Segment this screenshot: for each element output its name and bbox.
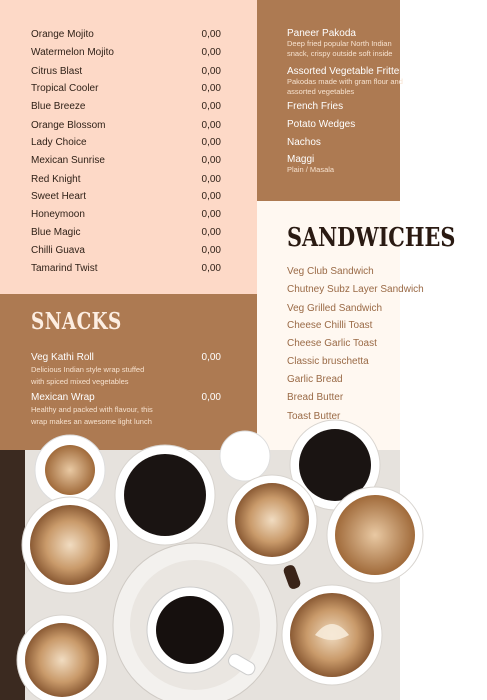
item-price: 0,00 — [201, 174, 221, 185]
menu-item — [287, 101, 487, 112]
menu-item — [287, 66, 487, 96]
sandwiches-menu-section — [257, 201, 456, 450]
item-description: Pakodas made with gram flour and — [287, 77, 403, 86]
item-description: wrap makes an awesome light lunch — [31, 416, 152, 426]
item-price: 0,00 — [201, 191, 221, 202]
item-price: 0,00 — [201, 83, 221, 94]
menu-item-row — [31, 120, 221, 131]
item-description: Plain / Masala — [287, 165, 335, 174]
menu-item: Bread Butter — [287, 392, 344, 403]
item-name: Citrus Blast — [31, 66, 83, 77]
menu-item: Veg Grilled Sandwich — [287, 303, 383, 314]
item-name: Veg Kathi Roll — [31, 352, 94, 363]
drinks-menu-section — [0, 0, 257, 294]
menu-item — [287, 28, 487, 58]
section-title: SANDWICHES — [287, 223, 456, 253]
menu-item: Veg Club Sandwich — [287, 266, 374, 277]
item-price: 0,00 — [201, 227, 221, 238]
menu-item — [287, 119, 487, 130]
item-name: Potato Wedges — [287, 119, 356, 130]
item-name: Nachos — [287, 137, 321, 148]
section-title: SNACKS — [31, 308, 122, 335]
menu-item-row — [31, 245, 221, 256]
menu-item-row — [31, 47, 221, 58]
item-price: 0,00 — [201, 47, 221, 58]
item-price: 0,00 — [201, 245, 221, 256]
menu-item-row — [31, 66, 221, 77]
menu-item: Cheese Garlic Toast — [287, 338, 377, 349]
item-name: Blue Breeze — [31, 101, 86, 112]
menu-item-row — [31, 137, 221, 148]
item-price: 0,00 — [201, 101, 221, 112]
menu-item-row — [31, 191, 221, 202]
item-name: French Fries — [287, 101, 344, 112]
snacks-menu-section — [0, 294, 257, 450]
menu-item-row — [31, 174, 221, 185]
item-name: Tropical Cooler — [31, 83, 99, 94]
menu-item-row — [31, 29, 221, 40]
menu-item: Classic bruschetta — [287, 356, 369, 367]
item-name: Watermelon Mojito — [31, 47, 114, 58]
menu-item — [287, 137, 487, 148]
item-name: Blue Magic — [31, 227, 81, 238]
menu-item-row — [31, 227, 221, 238]
item-price: 0,00 — [201, 137, 221, 148]
item-description: Deep fried popular North Indian — [287, 39, 392, 48]
item-name: Orange Mojito — [31, 29, 94, 40]
menu-item — [287, 154, 487, 175]
menu-item — [31, 392, 221, 426]
menu-item-row — [31, 263, 221, 274]
item-name: Tamarind Twist — [31, 263, 98, 274]
item-price: 0,00 — [201, 29, 221, 40]
item-name: Mexican Wrap — [31, 392, 95, 403]
item-name: Paneer Pakoda — [287, 28, 356, 39]
item-price: 0,00 — [201, 209, 221, 220]
menu-item — [31, 352, 221, 386]
item-description: Delicious Indian style wrap stuffed — [31, 365, 145, 374]
item-price: 0,00 — [201, 392, 221, 403]
item-price: 0,00 — [201, 352, 221, 363]
item-name: Mexican Sunrise — [31, 155, 105, 166]
menu-item: Chutney Subz Layer Sandwich — [287, 284, 424, 295]
item-name: Orange Blossom — [31, 120, 106, 131]
menu-item-row — [31, 83, 221, 94]
item-name: Sweet Heart — [31, 191, 87, 202]
item-description: snack, crispy outside soft inside — [287, 48, 393, 58]
item-description: assorted vegetables — [287, 86, 355, 96]
menu-item-row — [31, 101, 221, 112]
menu-item-row — [31, 209, 221, 220]
item-name: Maggi — [287, 154, 315, 165]
item-name: Lady Choice — [31, 137, 87, 148]
item-price: 0,00 — [201, 263, 221, 274]
item-name: Assorted Vegetable Fritters — [287, 66, 408, 77]
item-price: 0,00 — [201, 66, 221, 77]
item-name: Red Knight — [31, 174, 81, 185]
coffee-cups-photo — [0, 450, 400, 700]
item-description: Healthy and packed with flavour, this — [31, 405, 153, 414]
menu-item: Cheese Chilli Toast — [287, 320, 373, 331]
menu-item-row — [31, 155, 221, 166]
coffee-cups-illustration — [0, 450, 400, 700]
menu-item: Garlic Bread — [287, 374, 343, 385]
item-price: 0,00 — [201, 155, 221, 166]
item-price: 0,00 — [201, 120, 221, 131]
item-description: with spiced mixed vegetables — [31, 376, 129, 386]
menu-item: Toast Butter — [287, 411, 341, 422]
starters-menu-section — [257, 0, 408, 201]
item-name: Chilli Guava — [31, 245, 85, 256]
item-name: Honeymoon — [31, 209, 85, 220]
